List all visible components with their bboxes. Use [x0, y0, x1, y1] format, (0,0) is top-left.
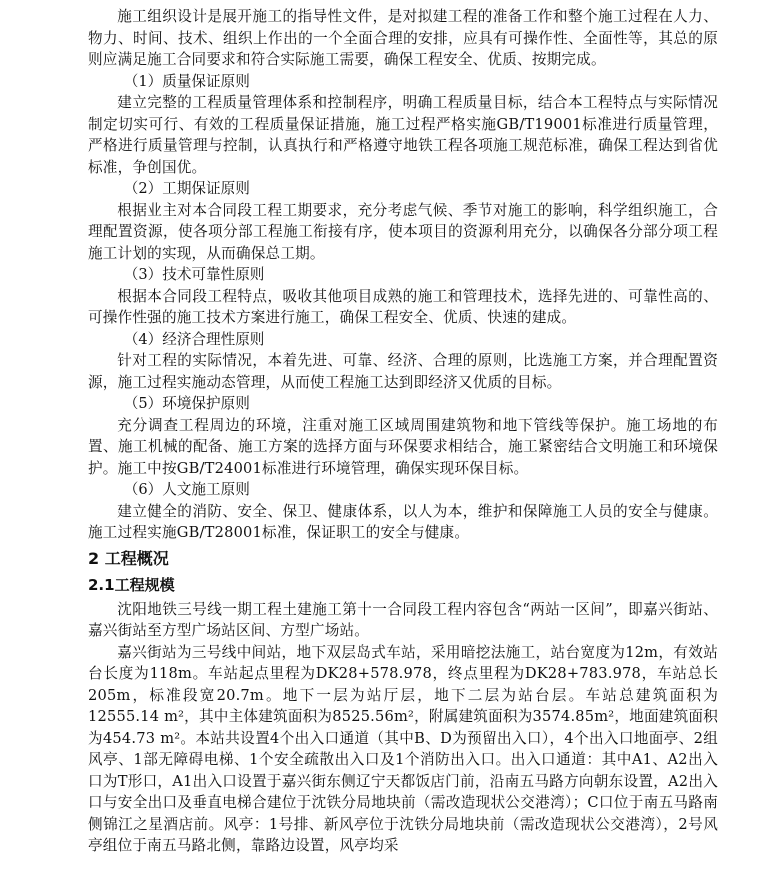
- principle-heading-economic: （4）经济合理性原则: [123, 330, 265, 348]
- principle-paragraph-environment: 充分调查工程周边的环境，注重对施工区域周围建筑物和地下管线等保护。施工场地的布置、施工机械的配备、施工方案的选择方面与环保要求相结合，施工紧密结合文明施工和环境保护。施工中按GB/T24001标准进行环境管理，确保实现环保目标。: [88, 416, 718, 477]
- intro-paragraph: 施工组织设计是展开施工的指导性文件，是对拟建工程的准备工作和整个施工过程在人力、物力、时间、技术、组织上作出的一个全面合理的安排，应具有可操作性、全面性等，其总的原则应满足施工合同要求和符合实际施工需要，确保工程安全、优质、按期完成。: [88, 8, 718, 68]
- principle-paragraph-economic: 针对工程的实际情况，本着先进、可靠、经济、合理的原则，比选施工方案，并合理配置资源，施工过程实施动态管理，从而使工程施工达到即经济又优质的目标。: [88, 352, 718, 391]
- station-paragraph: 嘉兴街站为三号线中间站，地下双层岛式车站，采用暗挖法施工，站台宽度为12m，有效站台长度为118m。车站起点里程为DK28+578.978，终点里程为DK28+783.978，车站总长205m，标准段宽20.7m。地下一层为站厅层，地下二层为站台层。车站总建筑面积为12555.14 m²，其中主体建筑面积为8525.56m²，附属建筑面积为3574.85m²，地面建筑面积为454.73 m²。本站共设置4个出入口通道（其中B、D为预留出入口），4个出入口地面亭、2组风亭、1部无障碍电梯、1个安全疏散出入口及1个消防出入口。出入口通道：其中A1、A2出入口为T形口，A1出入口设置于嘉兴街东侧辽宁天都饭店门前，沿南五马路方向朝东设置，A2出入口与安全出口及垂直电梯合建位于沈铁分局地块前（需改造现状公交港湾）；C口位于南五马路南侧锦江之星酒店前。风亭：1号排、新风亭位于沈铁分局地块前（需改造现状公交港湾），2号风亭组位于南五马路北侧，靠路边设置，风亭均采: [88, 643, 718, 854]
- principle-heading-humanistic: （6）人文施工原则: [123, 481, 250, 498]
- principle-heading-technical: （3）技术可靠性原则: [123, 266, 265, 283]
- principle-paragraph-quality: 建立完整的工程质量管理体系和控制程序，明确工程质量目标，结合本工程特点与实际情况制定切实可行、有效的工程质量保证措施，施工过程严格实施GB/T19001标准进行质量管理，严格进行质量管理与控制，认真执行和严格遵守地铁工程各项施工规范标准，确保工程达到省优标准，争创国优。: [88, 94, 718, 176]
- document-page: [88, 6, 718, 857]
- principle-paragraph-schedule: 根据业主对本合同段工程工期要求，充分考虑气候、季节对施工的影响，科学组织施工，合理配置资源，使各项分部工程施工衔接有序，使本项目的资源利用充分，以确保各分部分项工程施工计划的实现，从而确保总工期。: [88, 201, 718, 262]
- scope-paragraph: 沈阳地铁三号线一期工程土建施工第十一合同段工程内容包含“两站一区间”，即嘉兴街站、嘉兴街站至方型广场站区间、方型广场站。: [88, 600, 718, 639]
- principle-paragraph-technical: 根据本合同段工程特点，吸收其他项目成熟的施工和管理技术，选择先进的、可靠性高的、可操作性强的施工技术方案进行施工，确保工程安全、优质、快速的建成。: [88, 287, 718, 326]
- principle-paragraph-humanistic: 建立健全的消防、安全、保卫、健康体系，以人为本，维护和保障施工人员的安全与健康。施工过程实施GB/T28001标准，保证职工的安全与健康。: [88, 502, 718, 541]
- principle-heading-environment: （5）环境保护原则: [123, 395, 250, 412]
- section-heading: 2 工程概况: [88, 548, 169, 568]
- principle-heading-schedule: （2）工期保证原则: [123, 180, 250, 197]
- principle-heading-quality: （1）质量保证原则: [123, 72, 250, 90]
- subsection-heading: 2.1工程规模: [88, 575, 175, 594]
